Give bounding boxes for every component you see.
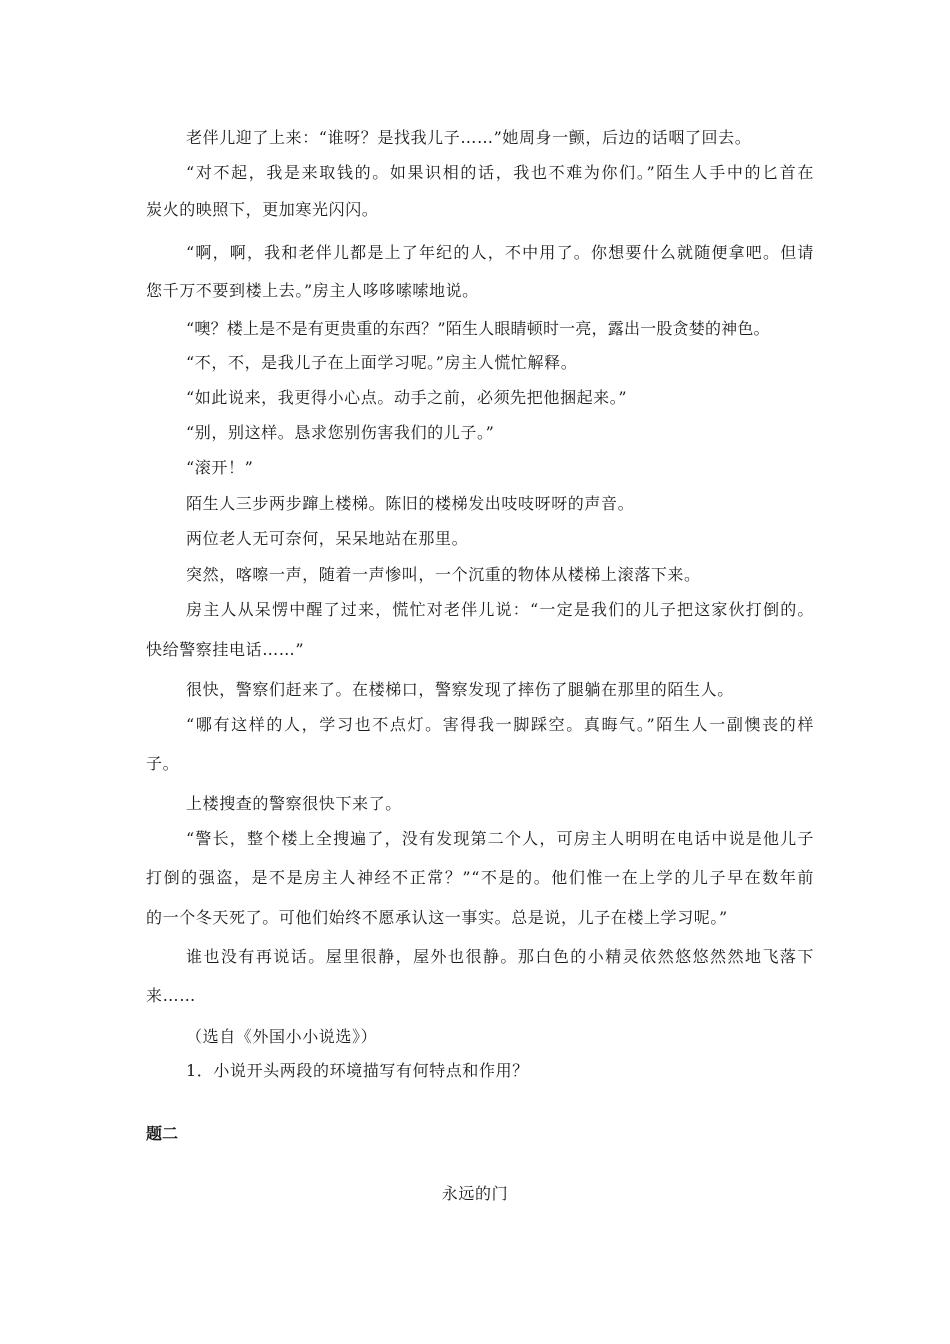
paragraph-line: “啊，啊，我和老伴儿都是上了年纪的人，不中用了。你想要什么就随便拿吧。但请 (186, 243, 814, 262)
paragraph-line: 房主人从呆愣中醒了过来，慌忙对老伴儿说：“一定是我们的儿子把这家伙打倒的。 (186, 600, 814, 619)
paragraph-line: 很快，警察们赶来了。在楼梯口，警察发现了摔伤了腿躺在那里的陌生人。 (186, 680, 734, 699)
paragraph-line: “不，不，是我儿子在上面学习呢。”房主人慌忙解释。 (186, 353, 578, 372)
paragraph-line: 您千万不要到楼上去。”房主人哆哆嗦嗦地说。 (146, 281, 479, 300)
paragraph-line: 突然，喀嚓一声，随着一声惨叫，一个沉重的物体从楼梯上滚落下来。 (186, 565, 701, 584)
paragraph-line: “噢？楼上是不是有更贵重的东西？”陌生人眼睛顿时一亮，露出一股贪婪的神色。 (186, 319, 770, 338)
paragraph-line: 打倒的强盗，是不是房主人神经不正常？”“不是的。他们惟一在上学的儿子早在数年前 (146, 868, 814, 887)
story-title: 永远的门 (441, 1184, 509, 1203)
paragraph-line: “对不起，我是来取钱的。如果识相的话，我也不难为你们。”陌生人手中的匕首在 (186, 163, 814, 182)
paragraph-line: 的一个冬天死了。可他们始终不愿承认这一事实。总是说，儿子在楼上学习呢。” (146, 908, 728, 927)
paragraph-line: 来…… (146, 986, 196, 1005)
paragraph-line: “警长，整个楼上全搜遍了，没有发现第二个人，可房主人明明在电话中说是他儿子 (186, 829, 814, 848)
paragraph-line: “如此说来，我更得小心点。动手之前，必须先把他捆起来。” (186, 388, 628, 407)
section-heading: 题二 (146, 1124, 179, 1143)
paragraph-line: 两位老人无可奈何，呆呆地站在那里。 (186, 529, 469, 548)
paragraph-line: 上楼搜查的警察很快下来了。 (186, 794, 402, 813)
paragraph-line: “别，别这样。恳求您别伤害我们的儿子。” (186, 423, 495, 442)
paragraph-line: 子。 (146, 754, 180, 773)
paragraph-line: 快给警察挂电话……” (146, 640, 305, 659)
paragraph-line: “滚开！” (186, 458, 254, 477)
paragraph-line: 炭火的映照下，更加寒光闪闪。 (146, 200, 379, 219)
paragraph-line: 老伴儿迎了上来：“谁呀？是找我儿子……”她周身一颤，后边的话咽了回去。 (186, 128, 752, 147)
question-1: 1．小说开头两段的环境描写有何特点和作用？ (186, 1061, 529, 1080)
paragraph-line: “哪有这样的人，学习也不点灯。害得我一脚踩空。真晦气。”陌生人一副懊丧的样 (186, 715, 814, 734)
source-citation: （选自《外国小小说选》） (186, 1027, 378, 1046)
paragraph-line: 陌生人三步两步蹿上楼梯。陈旧的楼梯发出吱吱呀呀的声音。 (186, 494, 635, 513)
paragraph-line: 谁也没有再说话。屋里很静，屋外也很静。那白色的小精灵依然悠悠然然地飞落下 (186, 947, 814, 966)
